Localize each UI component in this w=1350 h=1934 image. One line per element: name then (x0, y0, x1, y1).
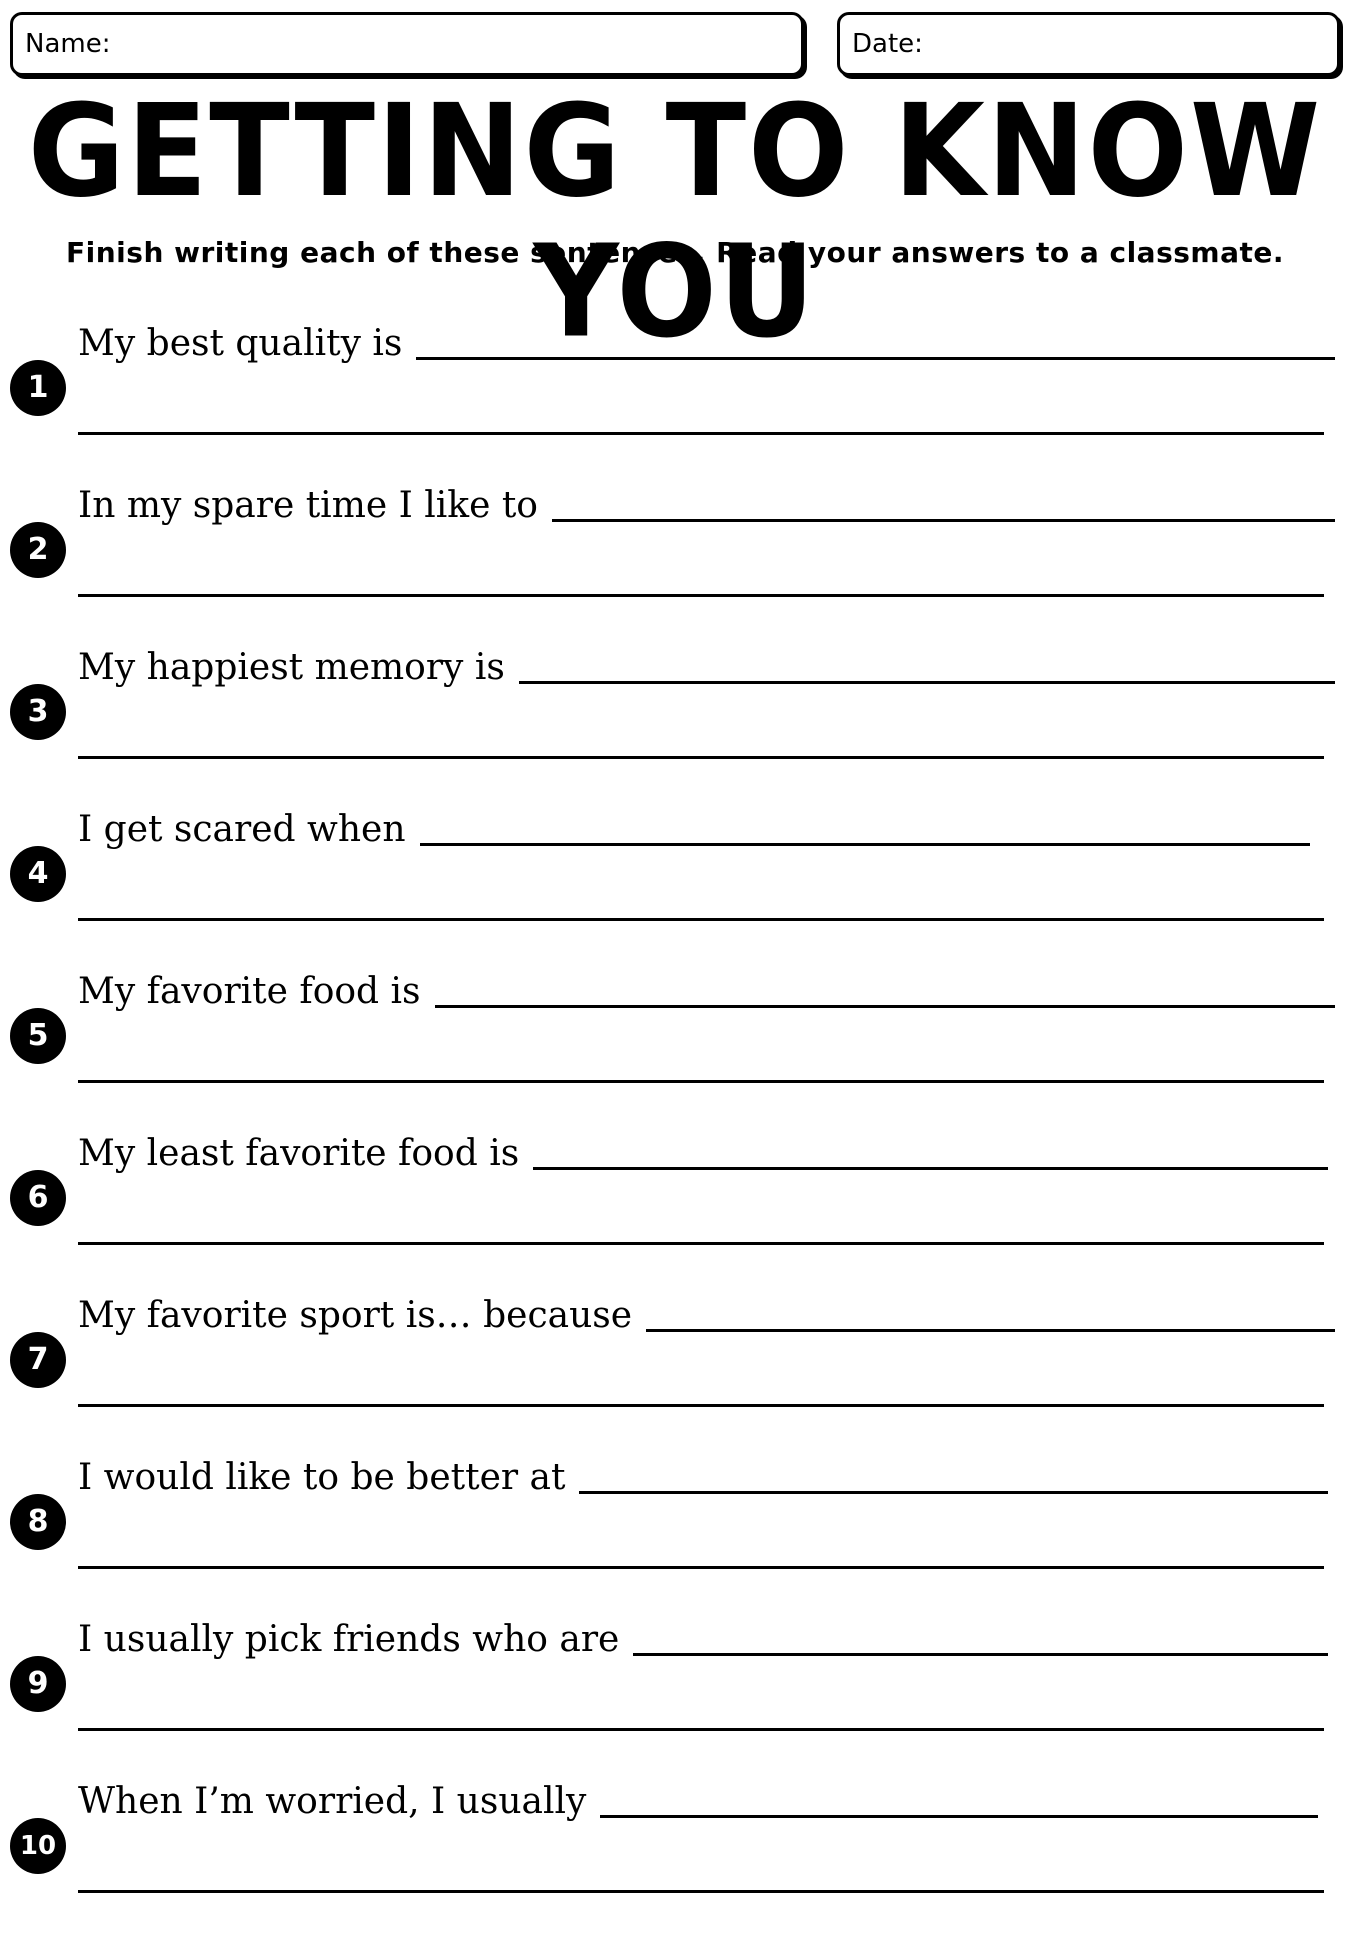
question-item-10 (0, 1772, 1350, 1934)
question-prompt: I usually pick friends who are (78, 1619, 620, 1660)
answer-line-continued[interactable] (78, 1890, 1324, 1893)
question-item-2 (0, 476, 1350, 638)
answer-line-continued[interactable] (78, 1728, 1324, 1731)
question-item-8 (0, 1448, 1350, 1610)
question-number-badge: 10 (10, 1818, 66, 1874)
question-prompt: My best quality is (78, 323, 403, 364)
answer-line-continued[interactable] (78, 1242, 1324, 1245)
question-number-badge: 2 (10, 522, 66, 578)
question-number-badge: 3 (10, 684, 66, 740)
page-title: GETTING TO KNOW YOU (27, 76, 1323, 366)
question-item-5 (0, 962, 1350, 1124)
question-prompt: In my spare time I like to (78, 485, 538, 526)
answer-line-continued[interactable] (78, 1080, 1324, 1083)
name-field[interactable] (10, 12, 804, 76)
answer-line[interactable] (420, 843, 1310, 846)
question-prompt: I would like to be better at (78, 1457, 566, 1498)
question-number-badge: 8 (10, 1494, 66, 1550)
answer-line[interactable] (633, 1653, 1328, 1656)
question-prompt: My favorite sport is… because (78, 1295, 633, 1336)
date-field[interactable] (837, 12, 1340, 76)
question-item-1 (0, 314, 1350, 476)
name-label: Name: (25, 29, 111, 59)
question-number-badge: 5 (10, 1008, 66, 1064)
answer-line[interactable] (646, 1329, 1335, 1332)
question-number-badge: 1 (10, 360, 66, 416)
answer-line[interactable] (519, 681, 1335, 684)
answer-line[interactable] (416, 357, 1335, 360)
instructions: Finish writing each of these sentences. Read your answers to a classmate. (66, 236, 1284, 269)
question-prompt: My favorite food is (78, 971, 421, 1012)
answer-line[interactable] (579, 1491, 1328, 1494)
answer-line[interactable] (552, 519, 1335, 522)
answer-line[interactable] (533, 1167, 1328, 1170)
question-item-4 (0, 800, 1350, 962)
answer-line[interactable] (600, 1815, 1318, 1818)
question-prompt: When I’m worried, I usually (78, 1781, 587, 1822)
answer-line-continued[interactable] (78, 756, 1324, 759)
question-number-badge: 4 (10, 846, 66, 902)
answer-line-continued[interactable] (78, 432, 1324, 435)
question-prompt: I get scared when (78, 809, 406, 850)
answer-line[interactable] (435, 1005, 1335, 1008)
answer-line-continued[interactable] (78, 1404, 1324, 1407)
question-item-7 (0, 1286, 1350, 1448)
question-number-badge: 7 (10, 1332, 66, 1388)
answer-line-continued[interactable] (78, 594, 1324, 597)
answer-line-continued[interactable] (78, 918, 1324, 921)
question-item-9 (0, 1610, 1350, 1772)
question-prompt: My happiest memory is (78, 647, 505, 688)
question-item-3 (0, 638, 1350, 800)
answer-line-continued[interactable] (78, 1566, 1324, 1569)
question-number-badge: 6 (10, 1170, 66, 1226)
question-prompt: My least favorite food is (78, 1133, 520, 1174)
date-label: Date: (852, 29, 923, 59)
question-number-badge: 9 (10, 1656, 66, 1712)
question-item-6 (0, 1124, 1350, 1286)
